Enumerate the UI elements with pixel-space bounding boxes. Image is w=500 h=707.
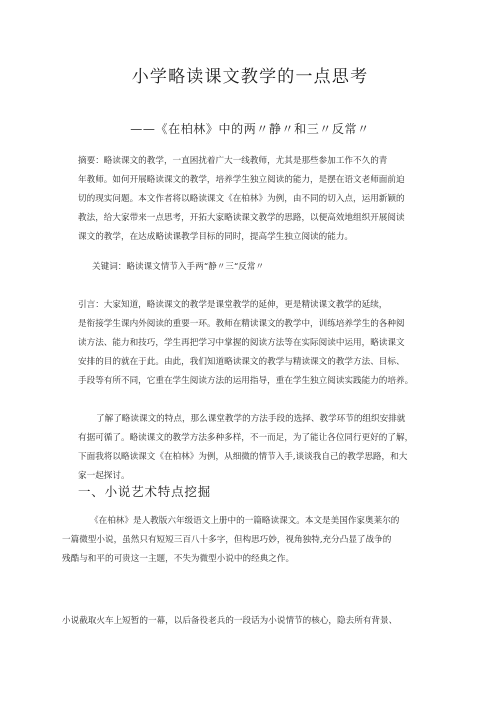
intro2-line: 有据可循了。略读课文的教学方法多种多样，不一而足，为了能让各位同行更好的了解， xyxy=(78,433,414,443)
intro2-line: 了解了略读课文的特点，那么课堂教学的方法手段的选择、教学环节的组织安排就 xyxy=(96,414,406,424)
intro-line: 是衔接学生课内外阅读的重要一环。教师在精读课文的教学中，训练培养学生的各种阅 xyxy=(78,319,405,329)
keywords-line: 关键词：略读课文情节入手两“静〃三“反常〃 xyxy=(92,262,265,272)
section1-line: 残酷与和平的可贵这一主题，不失为微型小说中的经典之作。 xyxy=(62,554,295,564)
section-heading: 一、小说艺术特点挖掘 xyxy=(78,484,212,499)
abstract-line: 教法，给大家带来一点思考，开拓大家略读课文教学的思路，以便高效地组织开展阅读 xyxy=(78,213,405,223)
intro-line: 引言：大家知道，略读课文的教学是课堂教学的延伸，更是精读课文教学的延续， xyxy=(78,300,388,310)
abstract-paragraph xyxy=(78,152,438,247)
section1-line: 一篇微型小说，虽然只有短短三百八十多字，但构思巧妙，视角独特,充分凸显了战争的 xyxy=(62,535,392,545)
intro-paragraph xyxy=(78,296,438,391)
section1-line: 《在柏林》是人教版六年级语文上册中的一篇略读课文。本文是美国作家奥莱尔的 xyxy=(90,516,400,526)
document-subtitle: ——《在柏林》中的两〃静〃和三〃反常〃 xyxy=(130,122,370,136)
section2-paragraph xyxy=(62,612,462,631)
abstract-line: 课文的教学，在达成略读课教学目标的同时，提高学生独立阅读的能力。 xyxy=(78,232,354,242)
intro-line: 手段等有所不同，它重在学生阅读方法的运用指导，重在学生独立阅读实践能力的培养。 xyxy=(78,376,414,386)
section2-line: 小说截取火车上短暂的一幕，以后备役老兵的一段话为小说情节的核心，隐去所有背景、 xyxy=(62,616,398,626)
keywords-paragraph xyxy=(92,258,452,277)
intro2-line: 家一起探讨。 xyxy=(78,471,130,481)
section1-paragraph xyxy=(62,512,442,569)
intro2-line: 下面我将以略读课文《在柏林》为例，从细微的情节入手,谈谈我自己的教学思路，和大 xyxy=(78,452,408,462)
intro-line: 安排的目的就在于此。由此，我们知道略读课文的教学与精读课文的教学方法、目标、 xyxy=(78,357,405,367)
intro-second-paragraph xyxy=(78,410,438,486)
intro-line: 读方法、能力和技巧，学生再把学习中掌握的阅读方法等在实际阅读中运用，略读课文 xyxy=(78,338,405,348)
abstract-line: 年教师。如何开展略读课文的教学，培养学生独立阅读的能力，是摆在语文老师面前迫 xyxy=(78,175,405,185)
abstract-line: 切的现实问题。本文作者将以略读课文《在柏林》为例，由不同的切入点，运用新颖的 xyxy=(78,194,405,204)
abstract-line: 摘要：略读课文的教学，一直困扰着广大一线教师，尤其是那些参加工作不久的青 xyxy=(78,156,388,166)
document-title: 小学略读课文教学的一点思考 xyxy=(131,67,369,87)
